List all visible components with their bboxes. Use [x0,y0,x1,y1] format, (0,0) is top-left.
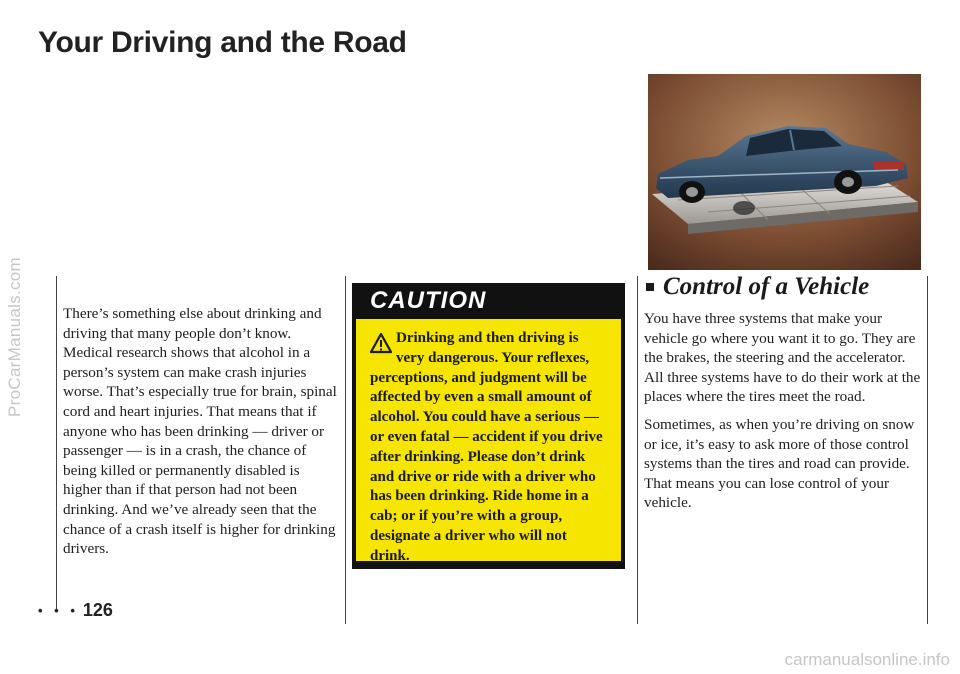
left-column [63,304,339,567]
column-rule-middle-right [637,276,638,624]
page-title: Your Driving and the Road [38,26,407,59]
bottom-watermark: carmanualsonline.info [784,650,950,669]
page-number-dots: • • • [38,603,79,618]
caution-body [356,319,621,564]
section-heading-text: Control of a Vehicle [663,273,870,300]
right-column-paragraph-1: You have three systems that make your vehicle go where you want it to go. They are the brakes, the steering and the accelerator. All three systems have to do their work at the places where the tires meet the road. [644,310,921,406]
car-on-road-photo [648,74,921,270]
caution-text: Drinking and then driving is very dangerous. Your reflexes, perceptions, and judgment will be affected by even a small amount of alcohol. You could have a serious — or even fatal — accident if you drive after drinking. Please don’t drink and drive or ride with a driver who has been drinking. Ride home in a cab; or if you’re with a group, designate a driver who will not drink. [370,330,603,564]
page-footer [38,600,113,621]
bullet-square-icon [646,283,654,291]
column-rule-right [927,276,928,624]
page-number: 126 [82,600,113,620]
side-watermark-text: ProCarManuals.com [5,256,25,418]
left-column-paragraph: There’s something else about drinking and driving that many people don’t know. Medical research shows that alcohol in a person’s system can make crash injuries worse. That’s especially true for brain, spinal cord and heart injuries. That means that if anyone who has been drinking — driver or passenger — is in a crash, the chance of being killed or permanently disabled is higher than if that person had not been drinking. And we’ve already seen that the chance of a crash itself is higher for drinking drivers. [63,305,337,558]
side-watermark [4,0,26,674]
column-rule-left [56,276,57,612]
car-illustration [648,74,921,270]
caution-heading: CAUTION [370,287,487,314]
right-column [644,309,926,521]
caution-box [352,283,625,569]
warning-triangle-icon [370,332,392,354]
section-heading [644,273,869,301]
column-rule-middle-left [345,276,346,624]
right-column-paragraph-2: Sometimes, as when you’re driving on snow or ice, it’s easy to ask more of those control systems than the tires and road can provide. That means you can lose control of your vehicle. [644,415,915,512]
